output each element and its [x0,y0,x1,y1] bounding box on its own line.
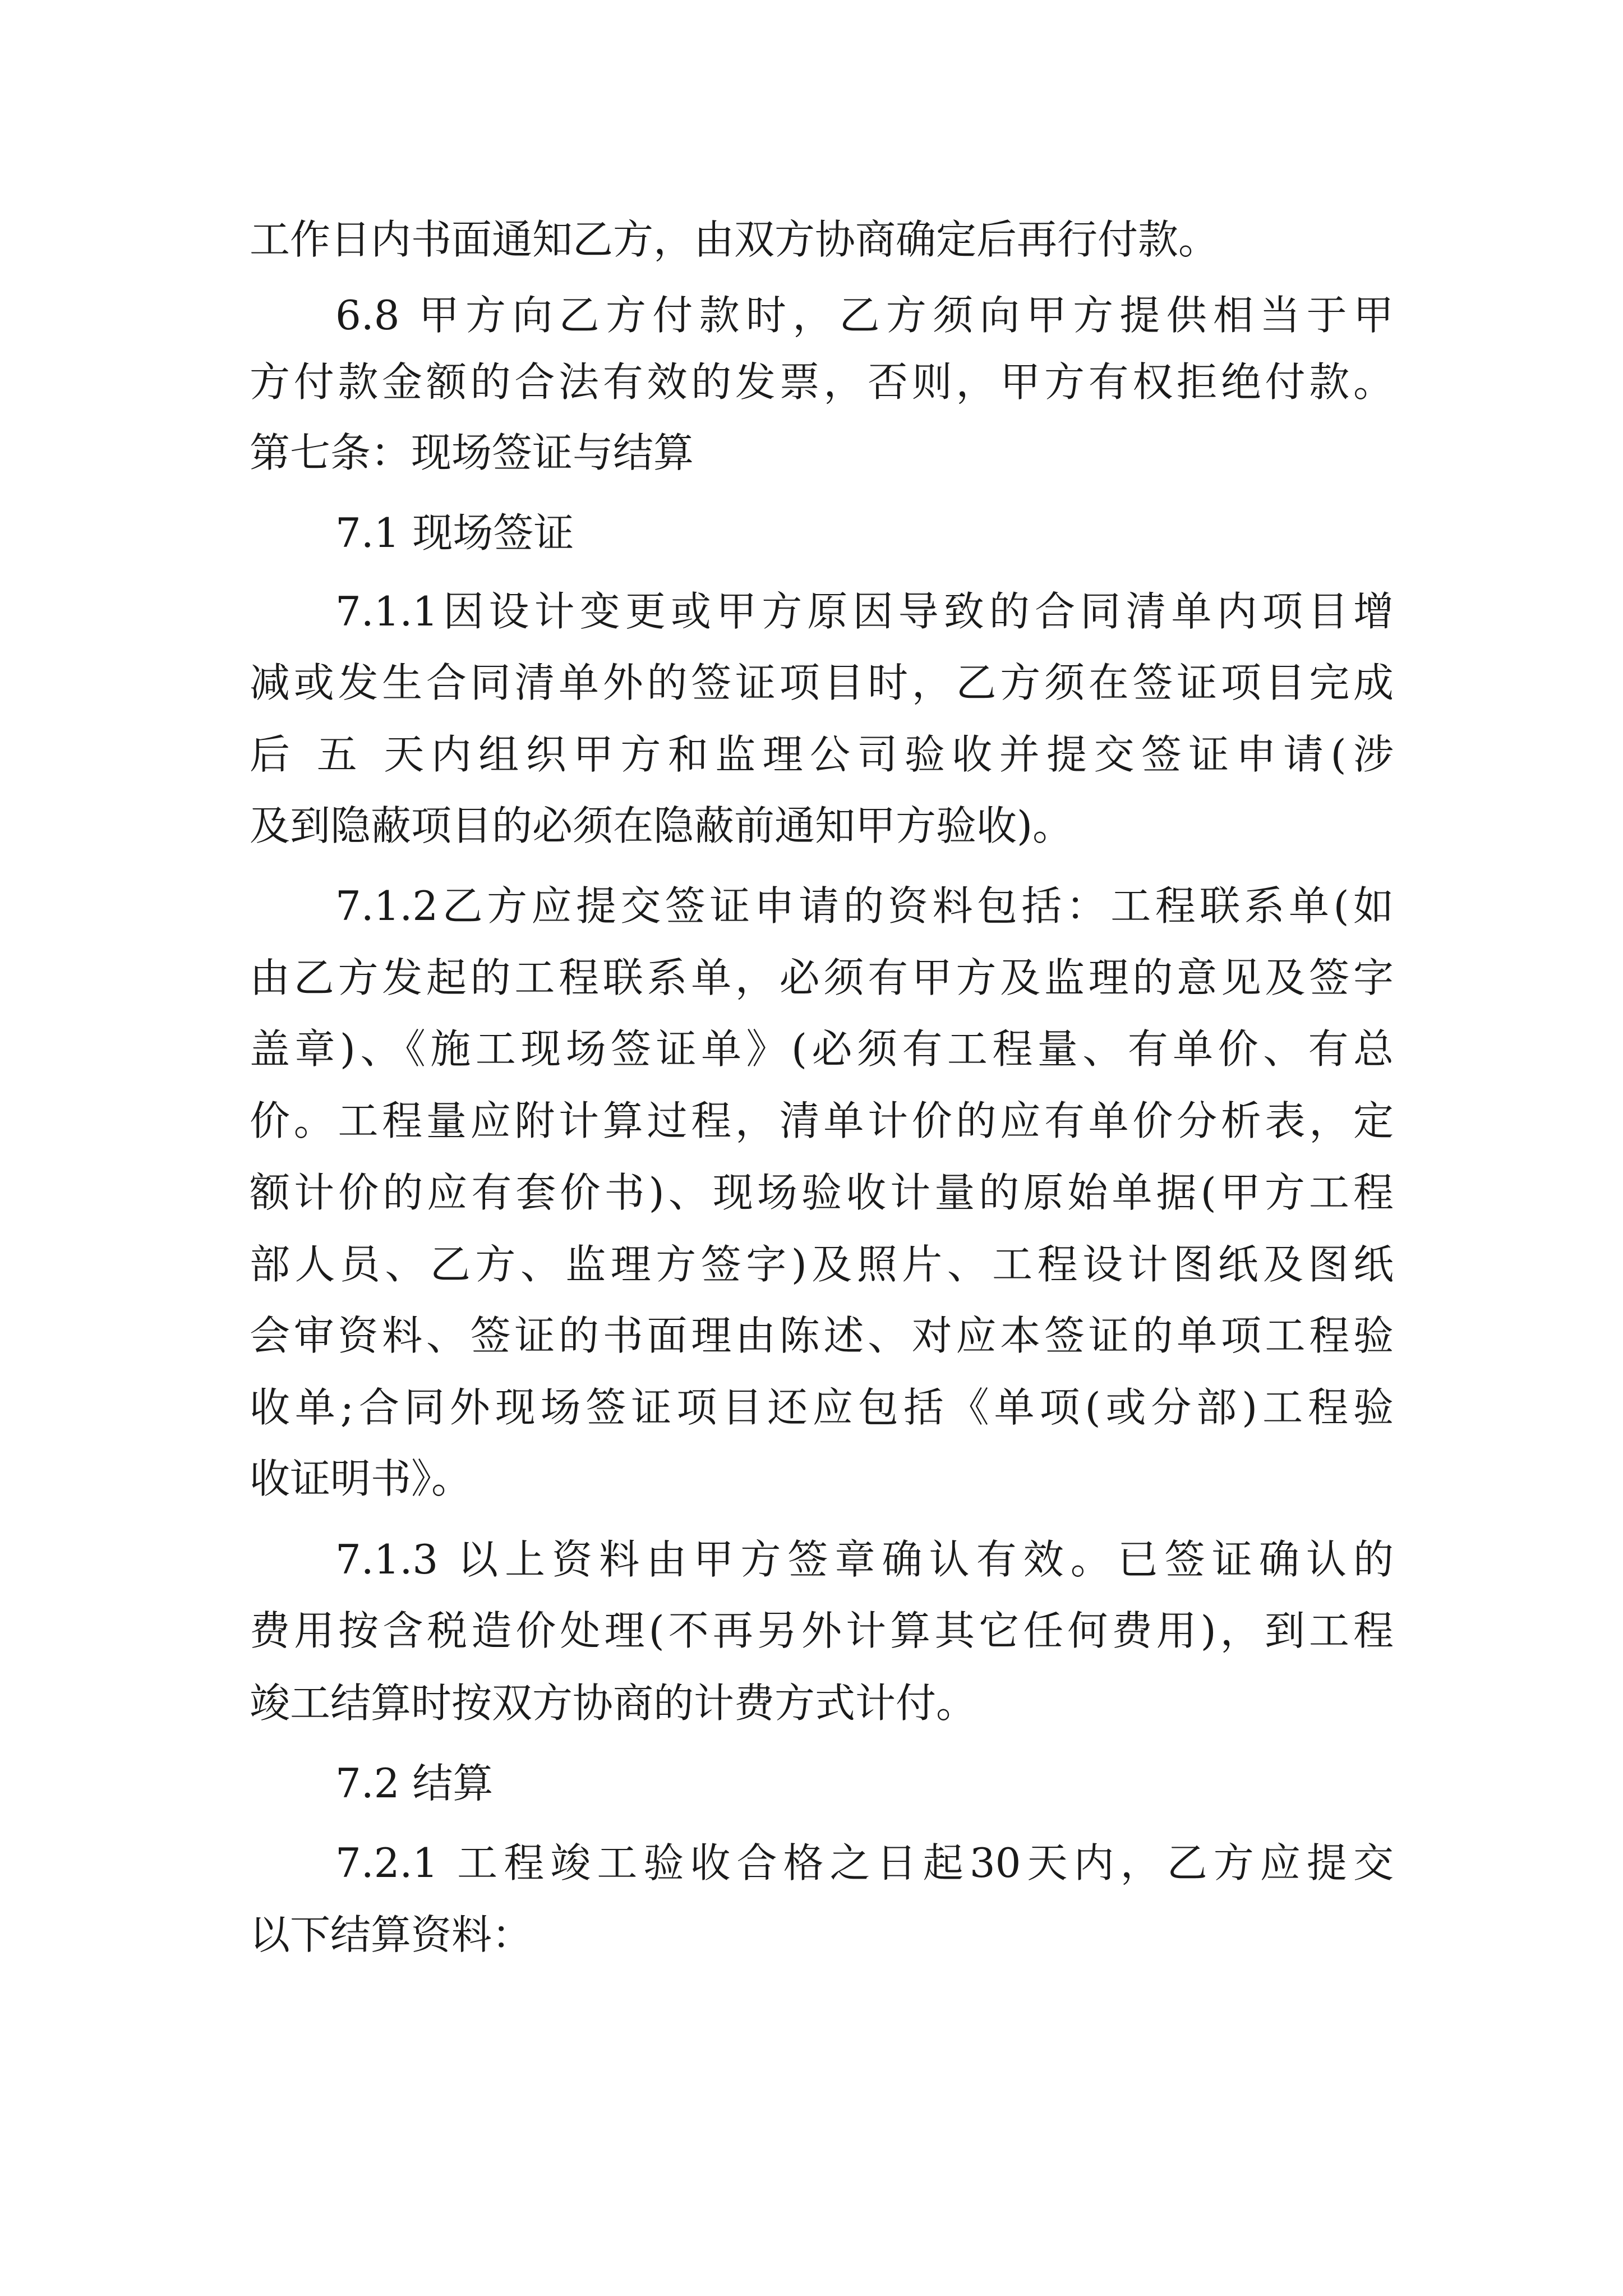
text-line: 7.2.1 工程竣工验收合格之日起30天内，乙方应提交 [335,1839,1394,1887]
text-line: 7.2 结算 [335,1760,494,1807]
text-line: 以下结算资料： [250,1911,533,1958]
text-line: 由乙方发起的工程联系单，必须有甲方及监理的意见及签字 [250,954,1394,1001]
text-line: 后 五 天内组织甲方和监理公司验收并提交签证申请(涉 [250,731,1394,778]
text-line: 会审资料、签证的书面理由陈述、对应本签证的单项工程验 [250,1312,1394,1359]
text-line: 竣工结算时按双方协商的计费方式计付。 [250,1680,977,1727]
text-line: 盖章)、《施工现场签证单》(必须有工程量、有单价、有总 [250,1025,1394,1073]
text-line: 部人员、乙方、监理方签字)及照片、工程设计图纸及图纸 [250,1241,1394,1288]
text-line: 第七条：现场签证与结算 [250,429,694,476]
text-line: 7.1.2乙方应提交签证申请的资料包括：工程联系单(如 [335,882,1394,930]
text-line: 7.1 现场签证 [335,509,574,556]
text-line: 方付款金额的合法有效的发票，否则，甲方有权拒绝付款。 [250,358,1394,406]
text-line: 7.1.1因设计变更或甲方原因导致的合同清单内项目增 [335,588,1394,635]
text-line: 6.8 甲方向乙方付款时，乙方须向甲方提供相当于甲 [335,292,1394,339]
text-line: 及到隐蔽项目的必须在隐蔽前通知甲方验收)。 [250,802,1073,849]
text-line: 减或发生合同清单外的签证项目时，乙方须在签证项目完成 [250,659,1394,706]
text-line: 工作日内书面通知乙方，由双方协商确定后再行付款。 [250,216,1219,263]
text-line: 费用按含税造价处理(不再另外计算其它任何费用)，到工程 [250,1607,1394,1654]
text-line: 7.1.3 以上资料由甲方签章确认有效。已签证确认的 [335,1536,1394,1583]
text-line: 额计价的应有套价书)、现场验收计量的原始单据(甲方工程 [250,1169,1394,1216]
text-line: 价。工程量应附计算过程，清单计价的应有单价分析表，定 [250,1097,1394,1144]
text-line: 收单;合同外现场签证项目还应包括《单项(或分部)工程验 [250,1384,1394,1431]
text-line: 收证明书》。 [250,1455,472,1502]
